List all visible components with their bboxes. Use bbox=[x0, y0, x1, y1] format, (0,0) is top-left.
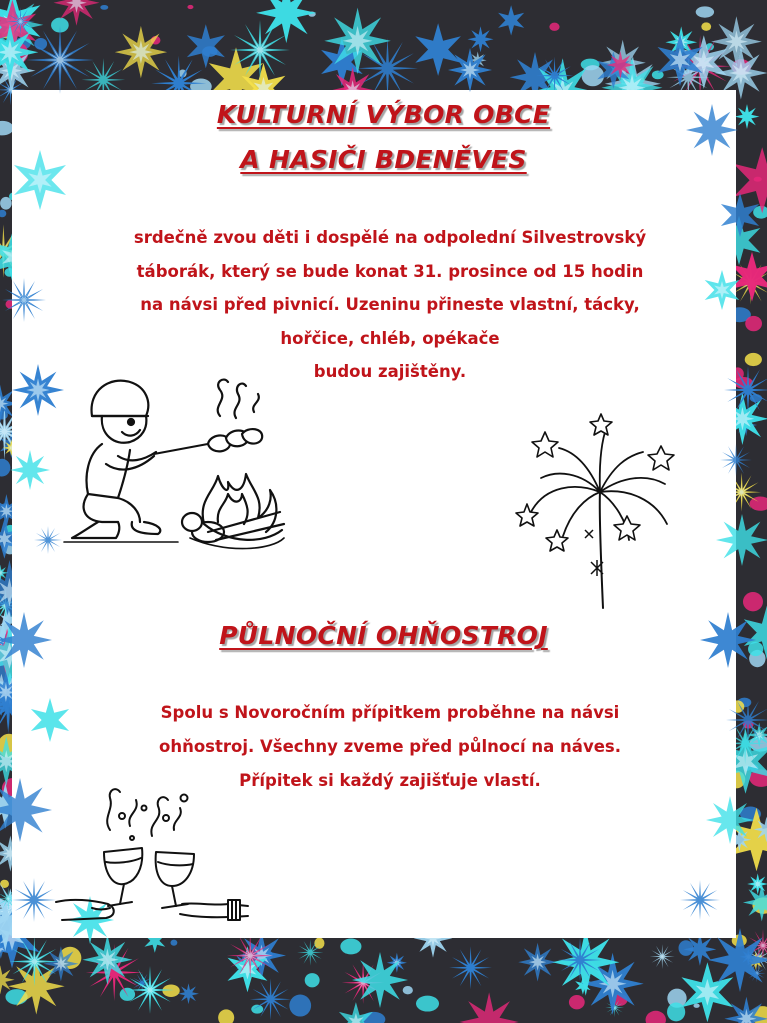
invitation-line: hořčice, chléb, opékače bbox=[280, 328, 500, 348]
fireworks-line: Spolu s Novoročním přípitkem proběhne na návsi bbox=[160, 703, 620, 722]
title-line-2: A HASIČI BDENĚVES bbox=[240, 145, 527, 174]
fireworks-line: ohňostroj. Všechny zveme před půlnocí na náves. bbox=[159, 737, 621, 756]
fireworks-line: Přípitek si každý zajišťuje vlastí. bbox=[239, 771, 541, 790]
invitation-line: táborák, který se bude konat 31. prosince od 15 hodin bbox=[136, 261, 644, 281]
invitation-text bbox=[90, 221, 690, 389]
champagne-toast-icon bbox=[52, 782, 254, 928]
title-line-1: KULTURNÍ VÝBOR OBCE bbox=[216, 100, 551, 129]
child-roasting-sausages-icon bbox=[58, 372, 290, 550]
invitation-line: na návsi před pivnicí. Uzeninu přineste vlastní, tácky, bbox=[140, 295, 640, 314]
invitation-line: budou zajištěny. bbox=[313, 362, 467, 381]
fireworks-heading: PŮLNOČNÍ OHŇOSTROJ bbox=[219, 621, 548, 650]
firework-burst-icon bbox=[515, 412, 685, 612]
invitation-line: srdečně zvou děti i dospělé na odpolední Silvestrovský bbox=[133, 228, 647, 247]
